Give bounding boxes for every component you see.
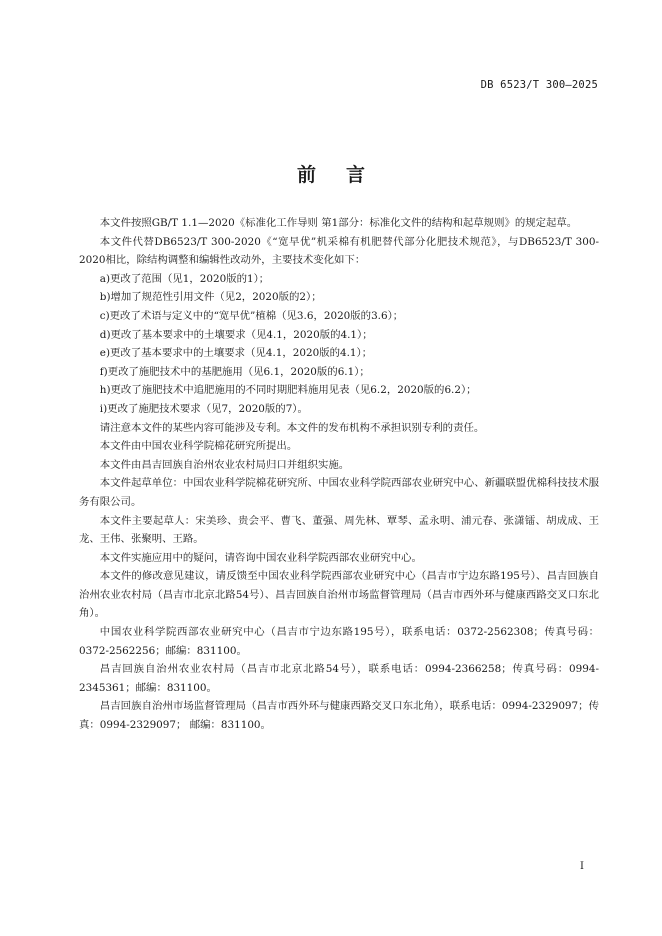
- inquiry-statement: 本文件实施应用中的疑问，请咨询中国农业科学院西部农业研究中心。: [99, 551, 422, 564]
- page-title: 前言: [296, 164, 395, 186]
- change-item-c: c)更改了术语与定义中的“宽早优”植棉（见3.6，2020版的3.6）；: [99, 309, 404, 322]
- patent-notice: 请注意本文件的某些内容可能涉及专利。本文件的发布机构不承担识别专利的责任。: [99, 421, 485, 434]
- change-item-b: b)增加了规范性引用文件（见2，2020版的2）；: [99, 291, 322, 304]
- change-item-h: h)更改了施肥技术中追肥施用的不同时期肥料施用见表（见6.2，2020版的6.2）；: [99, 384, 477, 397]
- contact-research-center: 中国农业科学院西部农业研究中心（昌吉市宁边东路195号），联系电话：0372-2562308；传真号码：0372-2562256；邮编：831100。: [79, 626, 599, 657]
- centralizing-unit-statement: 本文件由昌吉回族自治州农业农村局归口并组织实施。: [99, 458, 350, 471]
- proposer-statement: 本文件由中国农业科学院棉花研究所提出。: [99, 440, 298, 453]
- replacement-paragraph: 本文件代替DB6523/T 300-2020《“宽早优”机采棉有机肥替代部分化肥技术规范》，与DB6523/T 300-2020相比，除结构调整和编辑性改动外，主要技术变化如下：: [79, 235, 599, 267]
- intro-paragraph: 本文件按照GB/T 1.1—2020《标准化工作导则 第1部分：标准化文件的结构和起草规则》的规定起草。: [99, 217, 578, 229]
- change-item-d: d)更改了基本要求中的土壤要求（见4.1，2020版的4.1）；: [99, 328, 373, 341]
- change-item-e: e)更改了基本要求中的土壤要求（见4.1，2020版的4.1）；: [99, 347, 373, 360]
- document-code: DB 6523/T 300—2025: [480, 79, 598, 91]
- contact-agriculture-bureau: 昌吉回族自治州农业农村局（昌吉市北京北路54号），联系电话：0994-2366258；传真号码：0994-2345361；邮编：831100。: [79, 663, 599, 694]
- contact-market-supervision: 昌吉回族自治州市场监督管理局（昌吉市西外环与健康西路交叉口东北角），联系电话：0994-2329097；传真：0994-2329097； 邮编：831100。: [79, 700, 599, 732]
- feedback-statement: 本文件的修改意见建议，请反馈至中国农业科学院西部农业研究中心（昌吉市宁边东路195号）、昌吉回族自治州农业农村局（昌吉市北京北路54号）、昌吉回族自治州市场监督管理局（昌吉市西外环与健康西路交叉口东北角）。: [79, 570, 599, 620]
- change-item-f: f)更改了施肥技术中的基肥施用（见6.1，2020版的6.1）；: [99, 365, 370, 378]
- drafting-units: 本文件起草单位：中国农业科学院棉花研究所、中国农业科学院西部农业研究中心、新疆联盟优棉科技技术服务有限公司。: [79, 477, 599, 508]
- main-drafters: 本文件主要起草人：宋美珍、贵会平、曹飞、董强、周先林、覃琴、孟永明、浦元春、张潇镭、胡成成、王龙、王伟、张聚明、王路。: [79, 514, 599, 546]
- document-body: [79, 214, 599, 735]
- change-item-a: a)更改了范围（见1，2020版的1）；: [99, 272, 270, 285]
- change-item-i: i)更改了施肥技术要求（见7，2020版的7）。: [99, 402, 308, 415]
- page-number: I: [580, 861, 584, 872]
